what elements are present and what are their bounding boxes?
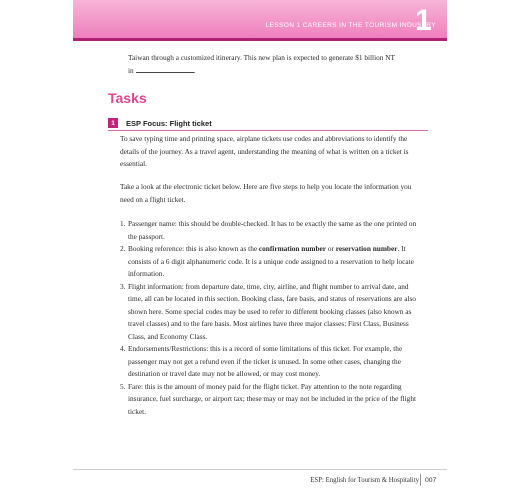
continuation-line2-prefix: in	[128, 65, 134, 75]
page-number: 007	[425, 477, 437, 484]
bold-term: confirmation number	[258, 244, 327, 253]
fill-in-blank[interactable]	[136, 65, 194, 73]
focus-heading	[108, 117, 212, 129]
header-band	[73, 0, 447, 38]
chapter-number: 1	[415, 4, 432, 37]
step-text: Flight information: from departure date, time, city, airline, and flight number to arrival date, and time, all can be located in this section. Booking class, fare basis, and status of reservations are also shown here. Some special codes may be used to refer to different booking classes (also known as travel classes) and to the fare basis. Most airlines have three major classes: First Class, Business Class, and Economy Class.	[128, 281, 416, 341]
step-text: Endorsements/Restrictions: this is a record of some limitations of this ticket. For example, the passenger may not get a refund even if the ticket is unused. In some other cases, changing the destination or travel date may not be allowed, or may cost money.	[128, 344, 403, 378]
bold-term: reservation number	[335, 244, 398, 253]
lesson-title: LESSON 1 CAREERS IN THE TOURISM INDUSTRY	[265, 22, 436, 29]
footer-divider	[73, 469, 447, 470]
continuation-paragraph	[128, 52, 418, 77]
list-item	[120, 281, 420, 344]
step-number: 5.	[120, 381, 126, 391]
focus-number-badge: 1	[108, 118, 118, 128]
continuation-line1: Taiwan through a customized itinerary. This new plan is expected to generate $1 billion NT	[128, 53, 395, 62]
intro-paragraph: To save typing time and printing space, airplane tickets use codes and abbreviations to identify the details of the journey. As a travel agent, understanding the meaning of what is written on a ticket is essential.	[120, 134, 409, 168]
focus-divider	[108, 130, 428, 131]
section-title: Tasks	[108, 90, 147, 106]
step-text-part: or	[326, 244, 336, 253]
steps-list	[120, 218, 420, 418]
step-text-part: . It consists of a 6 digit alphanumeric code. It is a unique code assigned to a reservation to help locate information.	[128, 244, 414, 278]
footer-book-title: ESP: English for Tourism & Hospitality	[310, 477, 419, 484]
continuation-line2-suffix: .	[193, 65, 196, 75]
list-item	[120, 381, 420, 419]
step-text	[128, 243, 420, 281]
step-text-part: Booking reference: this is also known as the	[128, 244, 259, 253]
step-number: 4.	[120, 344, 126, 353]
list-item	[120, 243, 420, 281]
list-item	[120, 218, 420, 243]
footer-separator	[420, 474, 421, 486]
step-text: Fare: this is the amount of money paid for the flight ticket. Pay attention to the note regarding insurance, fuel surcharge, or airport tax; these may or may not be included in the price of the flight ticket.	[128, 381, 416, 416]
instruction-paragraph: Take a look at the electronic ticket below. Here are five steps to help you locate the information you need on a flight ticket.	[120, 182, 412, 204]
step-number: 1.	[120, 219, 126, 228]
step-text: Passenger name: this should be double-checked. It has to be exactly the same as the one printed on the passport.	[128, 219, 417, 241]
list-item	[120, 343, 420, 381]
header-underline	[73, 38, 447, 41]
step-number: 2.	[120, 244, 126, 253]
step-number: 3.	[120, 281, 126, 291]
focus-title: ESP Focus: Flight ticket	[126, 118, 212, 128]
